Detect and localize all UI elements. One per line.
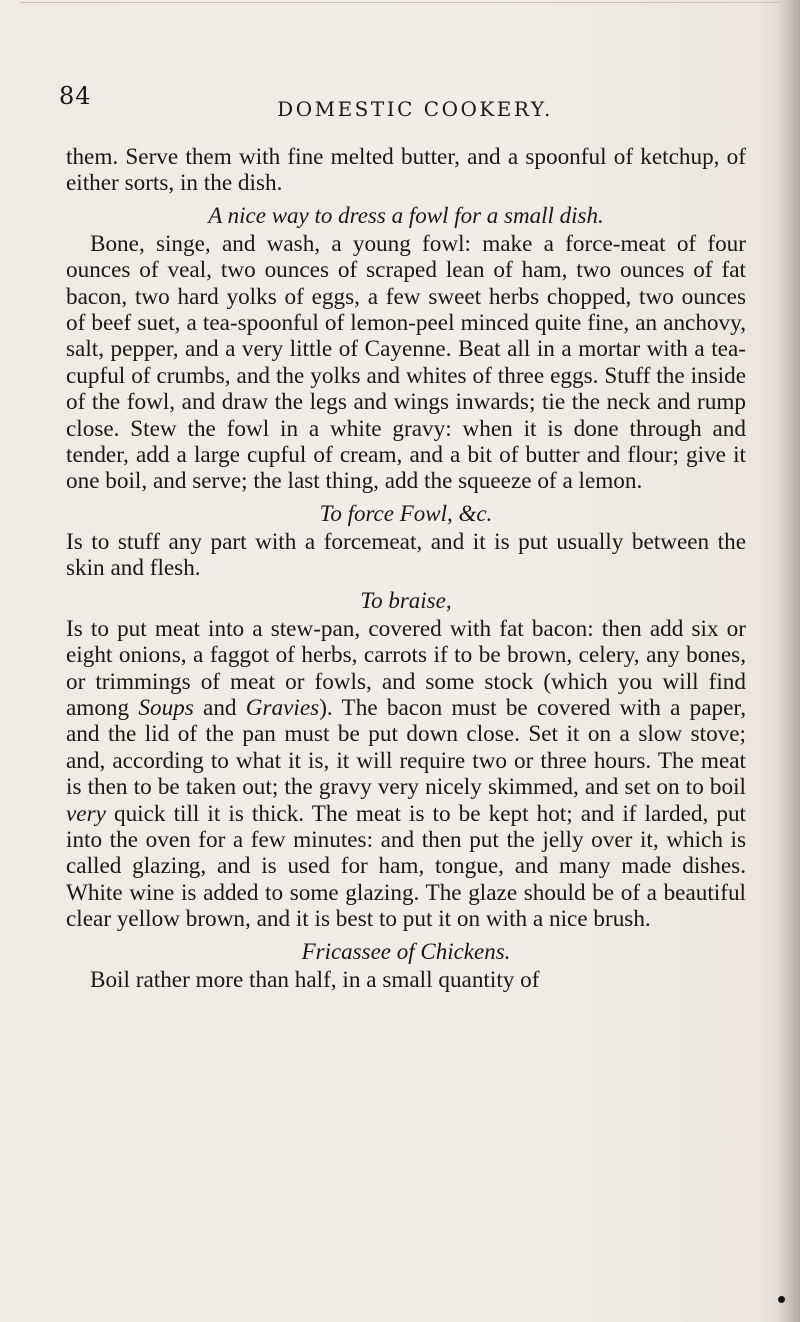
braise-text-a: Is to put meat into a stew-pan, covered with fat bacon: then add six or eight onions, a faggot of herbs, carrots if to be brown, celery, any bones, or trimmings of meat or fowls, and some stock (which you will find among	[66, 615, 746, 721]
page-edge-line	[20, 2, 780, 3]
paragraph-force: Is to stuff any part with a forcemeat, and it is put usually between the skin and flesh.	[66, 528, 746, 582]
paragraph-intro: them. Serve them with fine melted butter, and a spoonful of ketchup, of either sorts, in the dish.	[66, 144, 746, 197]
page-body	[66, 144, 746, 993]
running-head: DOMESTIC COOKERY.	[277, 97, 553, 121]
braise-em-soups: Soups	[138, 694, 194, 721]
braise-text-c: ). The bacon must be covered with a paper, and the lid of the pan must be put down close. Set it on a slow stove; and, according to what it is, it will require two or three hours. The meat is then to be taken out; the gravy very nicely skimmed, and set on to boil	[66, 694, 747, 801]
recipe-heading-fowl: A nice way to dress a fowl for a small dish.	[208, 202, 604, 228]
paragraph-fricassee: Boil rather more than half, in a small quantity of	[90, 966, 540, 993]
braise-em-gravies: Gravies	[245, 694, 320, 721]
recipe-heading-force: To force Fowl, &c.	[319, 500, 493, 526]
braise-em-very: very	[66, 800, 106, 827]
recipe-heading-fricassee: Fricassee of Chickens.	[301, 938, 511, 964]
braise-text-b: and	[193, 694, 246, 721]
page-gutter-shadow	[778, 0, 800, 1322]
paragraph-fowl: Bone, singe, and wash, a young fowl: make a force-meat of four ounces of veal, two ounces of scraped lean of ham, two ounces of fat bacon, two hard yolks of eggs, a few sweet herbs chopped, two ounces of beef suet, a tea-spoonful of lemon-peel minced quite fine, an anchovy, salt, pepper, and a very little of Cayenne. Beat all in a mortar with a tea-cupful of crumbs, and the yolks and whites of three eggs. Stuff the inside of the fowl, and draw the legs and wings inwards; tie the neck and rump close. Stew the fowl in a white gravy: when it is done through and tender, add a large cupful of cream, and a bit of butter and flour; give it one boil, and serve; the last thing, add the squeeze of a lemon.	[66, 230, 746, 495]
ink-dot	[778, 1296, 785, 1303]
page-number: 84	[59, 82, 92, 110]
braise-text-d: quick till it is thick. The meat is to be kept hot; and if larded, put into the oven for a few minutes: and then put the jelly over it, which is called glazing, and is used for ham, tongue, and many made dishes. White wine is added to some glazing. The glaze should be of a beautiful clear yellow brown, and it is best to put it on with a nice brush.	[66, 800, 746, 933]
recipe-heading-braise: To braise,	[360, 587, 452, 613]
paragraph-braise	[66, 616, 746, 933]
